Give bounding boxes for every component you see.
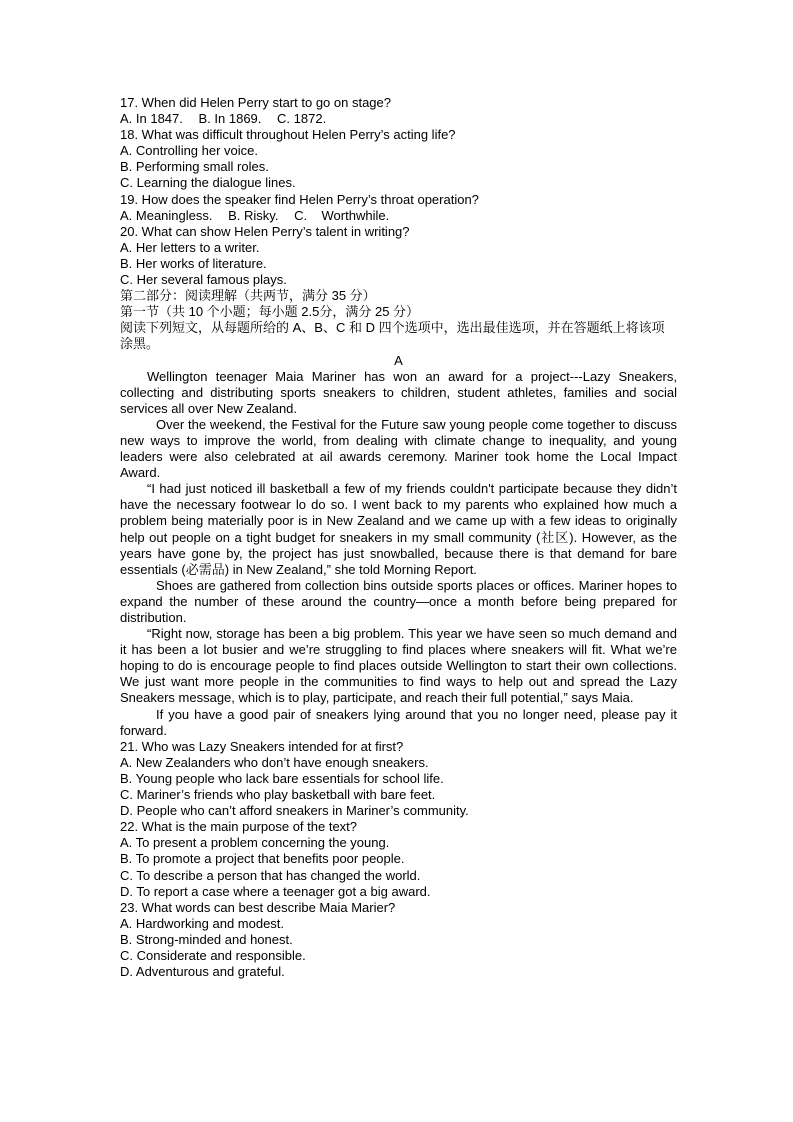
question-21: 21. Who was Lazy Sneakers intended for at first? [120, 738, 404, 754]
option: A. To present a problem concerning the young. [120, 835, 390, 851]
option: C. Worthwhile. [294, 207, 390, 223]
instruction: 阅读下列短文，从每题所给的 A、B、C 和 D 四个选项中，选出最佳选项，并在答题纸上将该项涂黑。 [120, 320, 665, 352]
option: B. To promote a project that benefits poor people. [120, 851, 405, 867]
option: C. Learning the dialogue lines. [120, 175, 296, 191]
question-18: 18. What was difficult throughout Helen Perry’s acting life? [120, 127, 456, 143]
question-19: 19. How does the speaker find Helen Perry’s throat operation? [120, 191, 479, 207]
option: D. Adventurous and grateful. [120, 964, 285, 980]
option: C. Her several famous plays. [120, 272, 287, 288]
option: C. Considerate and responsible. [120, 947, 306, 963]
option: A. In 1847. [120, 111, 183, 127]
option: C. 1872. [277, 111, 327, 127]
option: C. To describe a person that has changed the world. [120, 867, 421, 883]
part-title: 第二部分：阅读理解（共两节，满分 35 分） [120, 288, 376, 304]
exam-page [120, 95, 677, 980]
option: B. Risky. [228, 207, 279, 223]
option: A. Controlling her voice. [120, 143, 259, 159]
question-20: 20. What can show Helen Perry’s talent in writing? [120, 223, 410, 239]
option: C. Mariner’s friends who play basketball with bare feet. [120, 787, 436, 803]
option: B. In 1869. [198, 111, 262, 127]
passage-paragraph: “Right now, storage has been a big problem. This year we have seen so much demand and it has been a lot busier and we’re struggling to find places where sneakers will fit. What we’re hoping to do is encourage people to find places outside Wellington to start their own collections. We just want more people in the communities to find ways to help out and spread the Lazy Sneakers message, which is to play, participate, and reach their full potential,” says Maia. [120, 626, 677, 706]
passage-paragraph: Wellington teenager Maia Mariner has won an award for a project---Lazy Sneakers, collecting and distributing sports sneakers to children, student athletes, families and social services all over New Zealand. [120, 368, 677, 416]
question-23: 23. What words can best describe Maia Marier? [120, 899, 396, 915]
option: D. People who can’t afford sneakers in Mariner’s community. [120, 803, 469, 819]
option: B. Young people who lack bare essentials for school life. [120, 770, 444, 786]
option: B. Performing small roles. [120, 159, 269, 175]
passage-paragraph: Over the weekend, the Festival for the Future saw young people come together to discuss new ways to improve the world, from dealing with climate change to inequality, and young leaders were also celebrated at ail awards ceremony. Mariner took home the Local Impact Award. [120, 416, 677, 481]
option: D. To report a case where a teenager got a big award. [120, 883, 431, 899]
option: A. Her letters to a writer. [120, 239, 260, 255]
passage-label: A [394, 352, 403, 368]
option: B. Strong-minded and honest. [120, 931, 293, 947]
option: A. Hardworking and modest. [120, 915, 285, 931]
option: A. New Zealanders who don’t have enough sneakers. [120, 754, 429, 770]
sub-title: 第一节（共 10 个小题；每小题 2.5分，满分 25 分） [120, 304, 420, 320]
option: A. Meaningless. [120, 207, 213, 223]
question-22: 22. What is the main purpose of the text? [120, 819, 358, 835]
passage-paragraph: If you have a good pair of sneakers lying around that you no longer need, please pay it forward. [120, 706, 677, 738]
passage-paragraph: “I had just noticed ill basketball a few of my friends couldn't participate because they didn’t have the necessary footwear lo do so. I went back to my parents who explained how much a problem being materially poor is in New Zealand and we came up with a few ideas to originally help out people on a tight budget for sneakers in my small community (社区). However, as the years have gone by, the project has just snowballed, because there is that demand for bare essentials (必需品) in New Zealand,” she told Morning Report. [120, 481, 677, 577]
question-17-options [120, 111, 677, 127]
option: B. Her works of literature. [120, 255, 267, 271]
question-17: 17. When did Helen Perry start to go on stage? [120, 95, 391, 110]
passage-paragraph: Shoes are gathered from collection bins outside sports places or offices. Mariner hopes to expand the number of these around the country—once a month before being prepared for distribution. [120, 577, 677, 625]
question-19-options [120, 208, 677, 224]
